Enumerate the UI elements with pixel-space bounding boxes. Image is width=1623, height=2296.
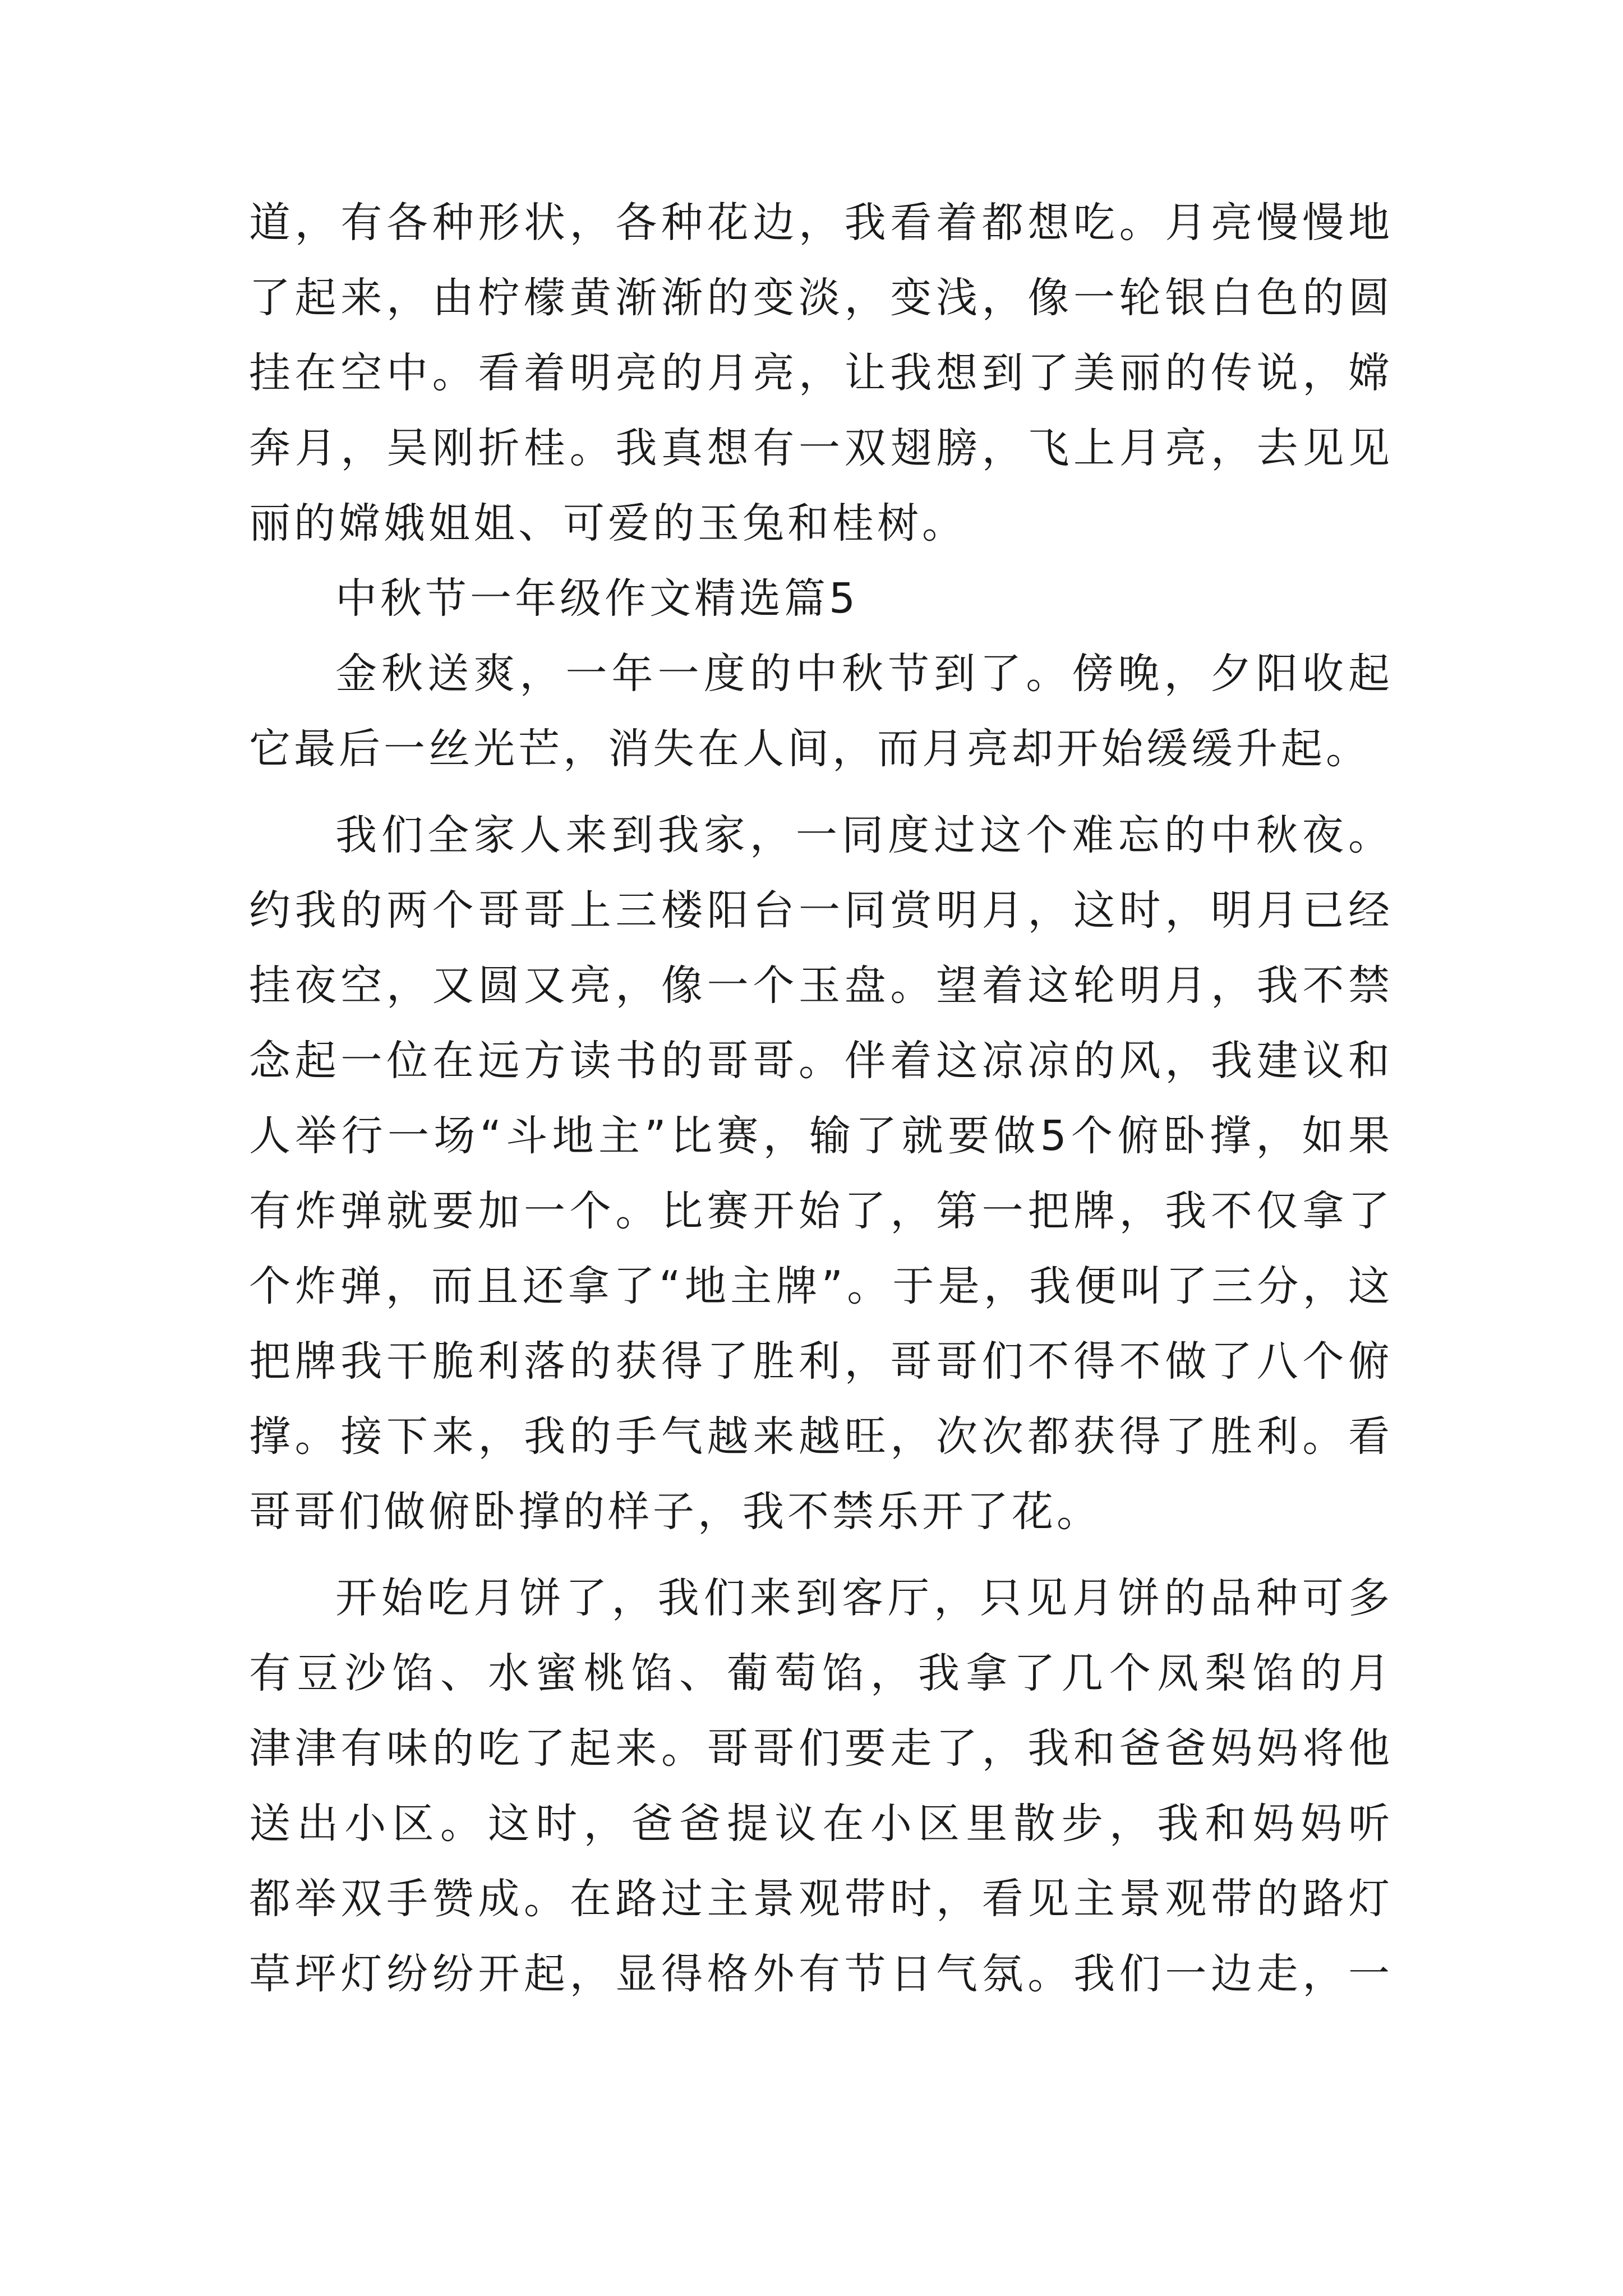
paragraph-first-line: 金秋送爽，一年一度的中秋节到了。傍晚，夕阳收起 xyxy=(335,650,1393,698)
text-line: 它最后一丝光芒，消失在人间，而月亮却开始缓缓升起。 xyxy=(249,725,1371,773)
text-line: 人举行一场“斗地主”比赛，输了就要做5个俯卧撑，如果 xyxy=(249,1112,1393,1160)
text-line: 都举双手赞成。在路过主景观带时，看见主景观带的路灯 xyxy=(249,1875,1393,1923)
text-line: 道，有各种形状，各种花边，我看着都想吃。月亮慢慢地 xyxy=(249,199,1393,247)
text-line: 个炸弹，而且还拿了“地主牌”。于是，我便叫了三分，这 xyxy=(249,1262,1393,1310)
text-line: 挂夜空，又圆又亮，像一个玉盘。望着这轮明月，我不禁 xyxy=(249,961,1393,1010)
text-line: 津津有味的吃了起来。哥哥们要走了，我和爸爸妈妈将他 xyxy=(249,1724,1393,1773)
paragraph-first-line: 开始吃月饼了，我们来到客厅，只见月饼的品种可多 xyxy=(335,1574,1393,1622)
text-line: 挂在空中。看着明亮的月亮，让我想到了美丽的传说，嫦 xyxy=(249,349,1393,397)
text-line: 有豆沙馅、水蜜桃馅、葡萄馅，我拿了几个凤梨馅的月 xyxy=(249,1649,1393,1697)
text-line: 念起一位在远方读书的哥哥。伴着这凉凉的风，我建议和 xyxy=(249,1037,1393,1085)
text-line: 草坪灯纷纷开起，显得格外有节日气氛。我们一边走，一 xyxy=(249,1950,1393,1998)
text-line: 奔月，吴刚折桂。我真想有一双翅膀，飞上月亮，去见见 xyxy=(249,424,1393,472)
section-heading: 中秋节一年级作文精选篇5 xyxy=(335,574,859,623)
text-line: 丽的嫦娥姐姐、可爱的玉兔和桂树。 xyxy=(249,499,967,547)
text-line: 把牌我干脆利落的获得了胜利，哥哥们不得不做了八个俯 xyxy=(249,1337,1393,1386)
text-line: 有炸弹就要加一个。比赛开始了，第一把牌，我不仅拿了 xyxy=(249,1187,1393,1235)
text-line: 送出小区。这时，爸爸提议在小区里散步，我和妈妈听 xyxy=(249,1800,1393,1848)
text-line: 撑。接下来，我的手气越来越旺，次次都获得了胜利。看 xyxy=(249,1412,1393,1461)
paragraph-first-line: 我们全家人来到我家，一同度过这个难忘的中秋夜。 xyxy=(335,811,1393,859)
text-line: 了起来，由柠檬黄渐渐的变淡，变浅，像一轮银白色的圆 xyxy=(249,274,1393,322)
text-line: 约我的两个哥哥上三楼阳台一同赏明月，这时，明月已经 xyxy=(249,886,1393,935)
body-text xyxy=(249,185,1393,2012)
text-line: 哥哥们做俯卧撑的样子，我不禁乐开了花。 xyxy=(249,1488,1101,1536)
